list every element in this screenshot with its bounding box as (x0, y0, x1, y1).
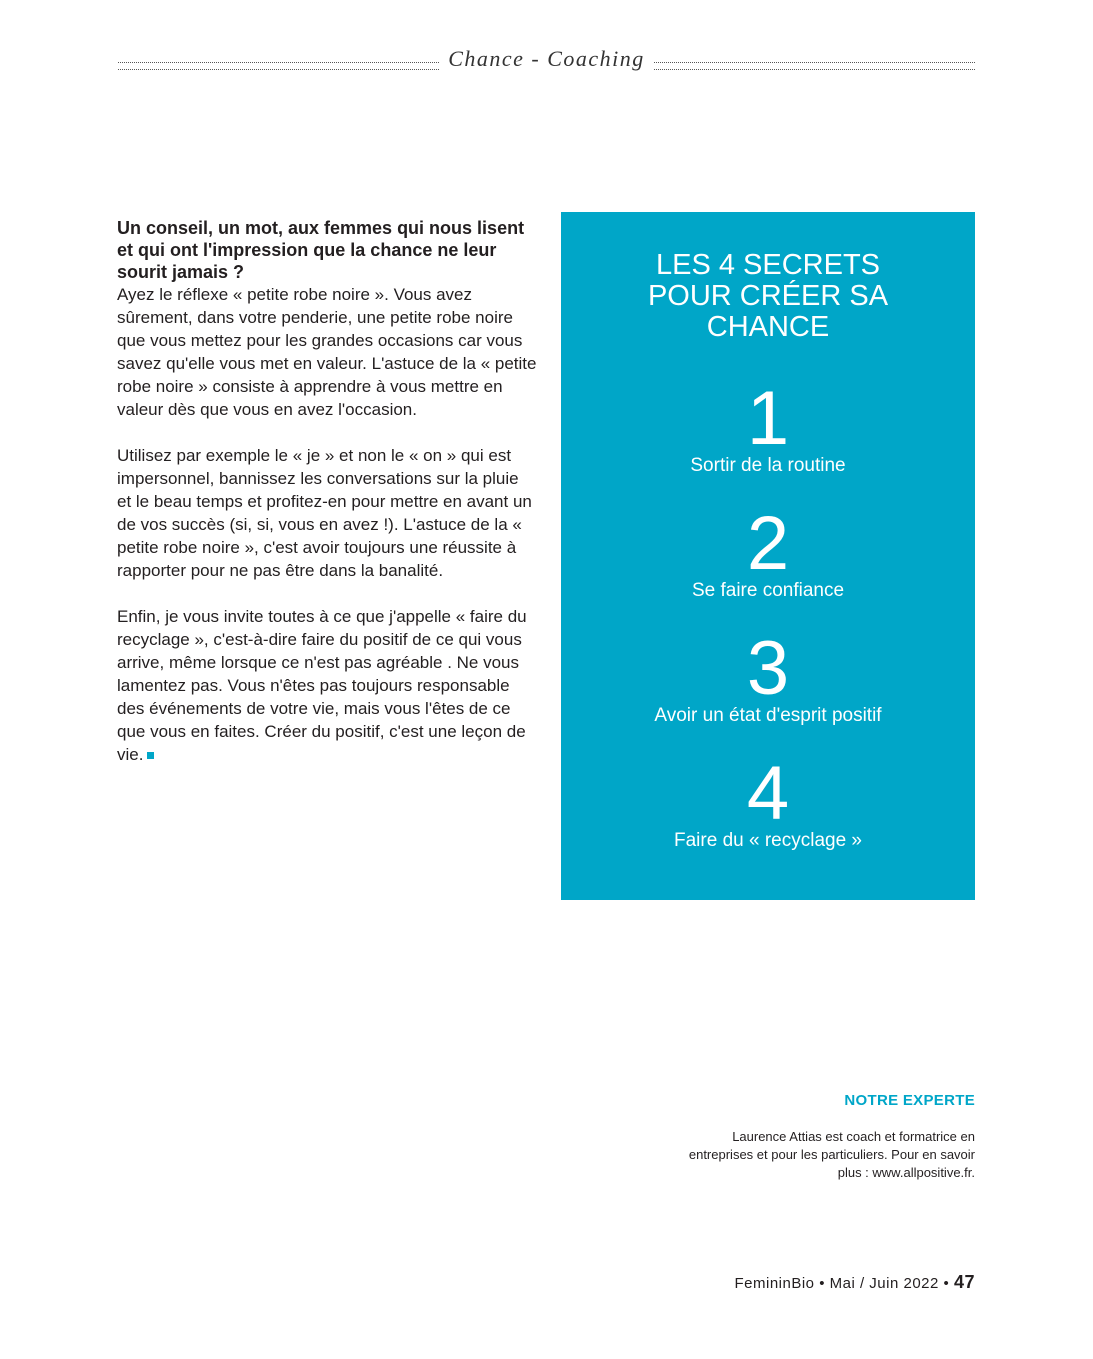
secret-item (561, 751, 975, 853)
secrets-title: LES 4 SECRETS POUR CRÉER SA CHANCE (647, 249, 889, 343)
secret-item (561, 376, 975, 478)
expert-bio (675, 1128, 975, 1182)
header-rule-right (654, 62, 975, 70)
article-paragraph: Utilisez par exemple le « je » et non le « on » qui est impersonnel, bannissez les conversations sur la pluie et le beau temps et profitez-en pour mettre en avant un de vos succès (si, si, vous en avez !). L'astuce de la « petite robe noire », c'est avoir toujours une réussite à rapporter pour ne pas être dans la banalité. (117, 446, 532, 580)
secret-label: Avoir un état d'esprit positif (654, 705, 882, 726)
article-paragraph: Ayez le réflexe « petite robe noire ». Vous avez sûrement, dans votre penderie, une petite robe noire que vous mettez pour les grandes occasions car vous savez qu'elle vous met en valeur. L'astuce de la « petite robe noire » consiste à apprendre à vous mettre en valeur dès que vous en avez l'occasion. (117, 285, 537, 419)
secret-number: 2 (746, 501, 790, 586)
issue-date: Mai / Juin 2022 (829, 1275, 939, 1292)
page-number: 47 (953, 1272, 975, 1292)
article-paragraph-text: Enfin, je vous invite toutes à ce que j'appelle « faire du recyclage », c'est-à-dire faire du positif de ce qui vous arrive, même lorsque ce n'est pas agréable . Ne vous lamentez pas. Vous n'êtes pas toujours responsable des événements de votre vie, mais vous l'êtes de ce que vous en faites. Créer du positif, c'est une leçon de vie. (117, 607, 527, 764)
footer-separator: • (943, 1275, 950, 1292)
secret-label: Faire du « recyclage » (674, 830, 862, 851)
secret-label: Sortir de la routine (690, 455, 846, 476)
article-column (117, 217, 537, 766)
page-footer (734, 1272, 975, 1293)
secret-number: 3 (746, 626, 790, 711)
section-title: Chance - Coaching (448, 46, 645, 71)
magazine-name: FemininBio (734, 1275, 815, 1292)
expert-heading: NOTRE EXPERTE (844, 1092, 975, 1109)
expert-bio-text: Laurence Attias est coach et formatrice en entreprises et pour les particuliers. Pour en savoir plus : www.allpositive.fr. (688, 1129, 975, 1180)
footer-separator: • (819, 1275, 825, 1292)
page-header (118, 46, 975, 78)
secrets-box (561, 212, 975, 900)
secret-item (561, 626, 975, 728)
end-of-article-mark (147, 752, 154, 759)
secret-number: 4 (746, 751, 790, 836)
secret-label: Se faire confiance (691, 580, 845, 601)
secret-number: 1 (746, 376, 790, 461)
interview-question: Un conseil, un mot, aux femmes qui nous lisent et qui ont l'impression que la chance ne leur sourit jamais ? (117, 218, 525, 282)
article-paragraph-last (117, 605, 537, 766)
secret-item (561, 501, 975, 603)
